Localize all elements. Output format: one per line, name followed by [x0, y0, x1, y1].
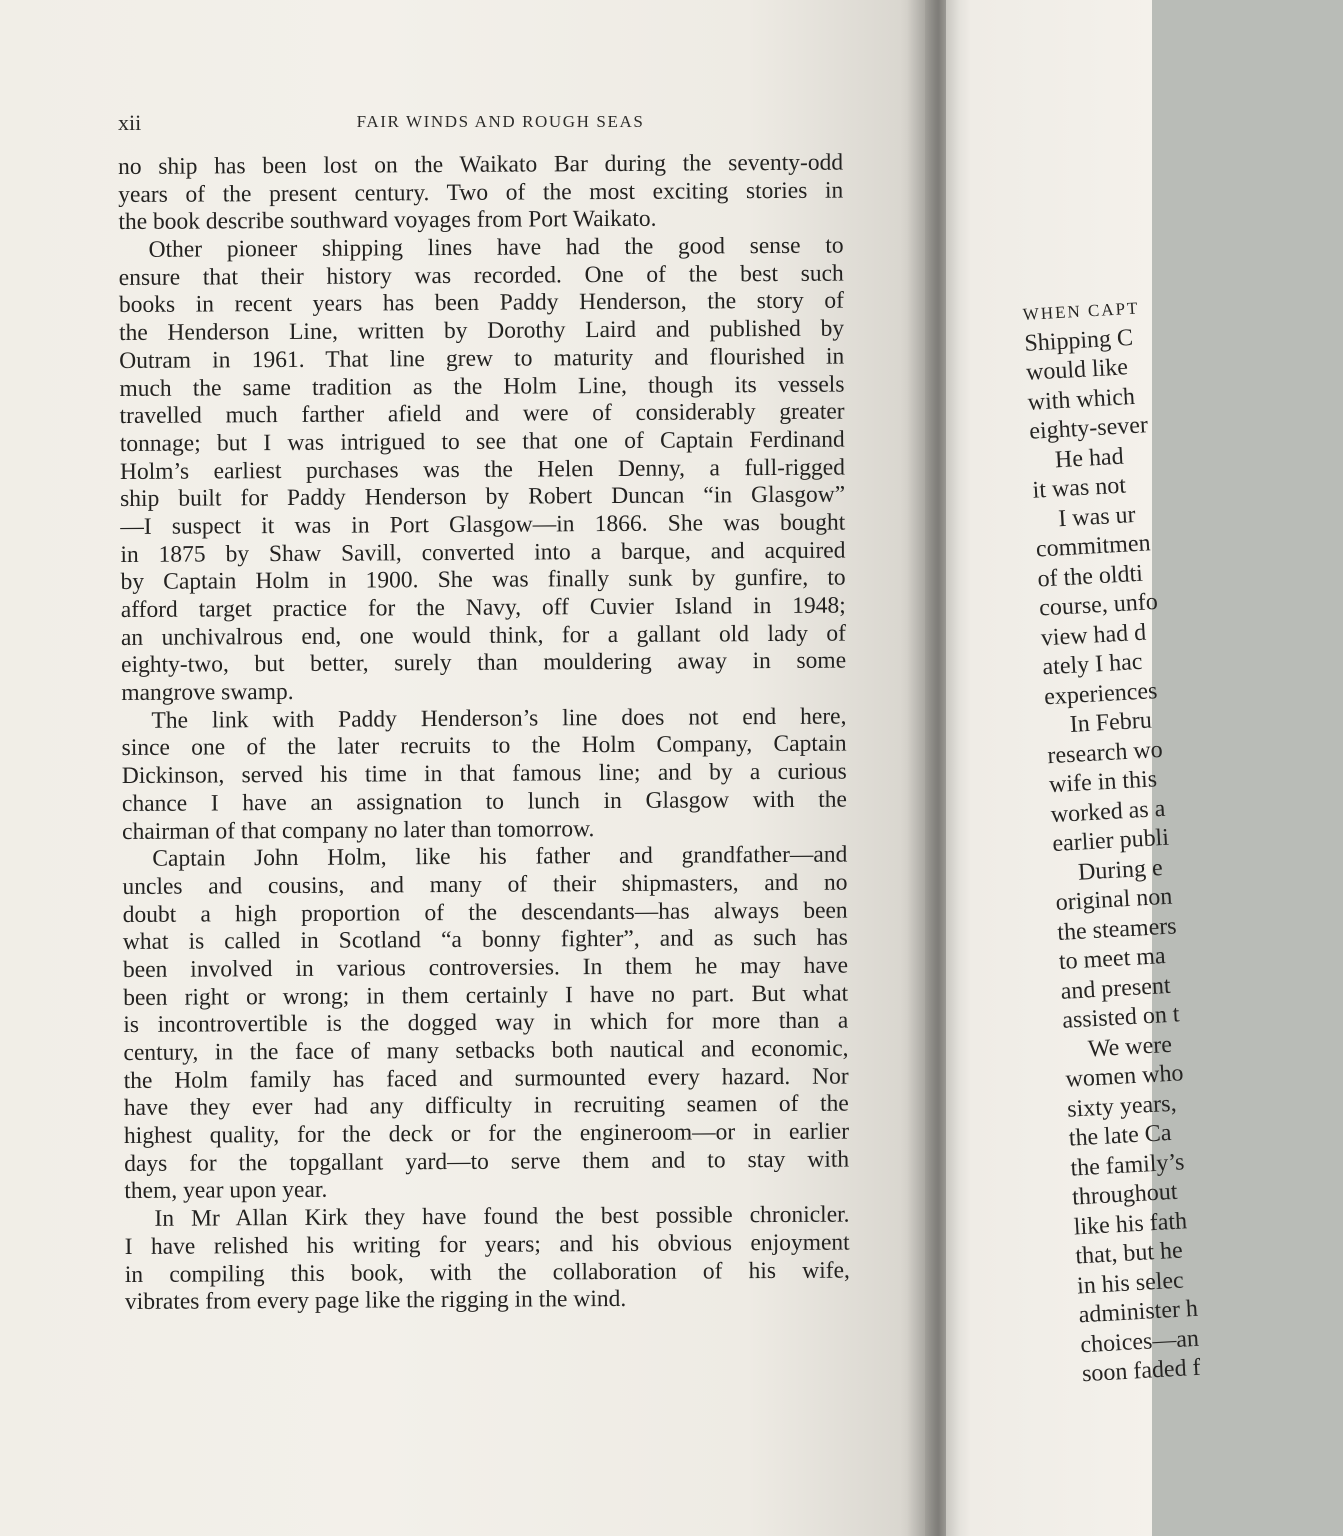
- right-page-line: women who: [1064, 1060, 1185, 1093]
- right-page-line: ately I hac: [1041, 648, 1144, 681]
- right-page-line: I was ur: [1057, 501, 1137, 532]
- text-line: years of the present century. Two of the most exciting stories in: [118, 177, 844, 208]
- right-page-line: choices—an: [1079, 1325, 1200, 1358]
- right-page-line: assisted on t: [1061, 1001, 1181, 1034]
- right-page-line: the late Ca: [1068, 1119, 1173, 1152]
- right-page-line: He had: [1054, 443, 1125, 473]
- right-page-line: experiences: [1043, 677, 1159, 710]
- text-line: the book describe southward voyages from Port Waikato.: [118, 206, 657, 236]
- text-line: Dickinson, served his time in that famous line; and by a curious: [121, 758, 847, 790]
- text-line: highest quality, for the deck or for the engineroom—or in earlier: [123, 1118, 850, 1150]
- text-line: century, in the face of many setbacks both nautical and economic,: [123, 1035, 849, 1066]
- text-line: mangrove swamp.: [121, 679, 294, 707]
- text-line: —I suspect it was in Port Glasgow—in 1866. She was bought: [120, 509, 846, 540]
- right-page-line: commitmen: [1035, 530, 1152, 563]
- text-line: in 1875 by Shaw Savill, converted into a barque, and acquired: [120, 537, 846, 568]
- text-line: much the same tradition as the Holm Line, though its vessels: [119, 371, 845, 402]
- right-page-line: research wo: [1046, 736, 1164, 769]
- right-page-line: WHEN CAPT: [1022, 298, 1140, 324]
- body-text: [118, 150, 850, 1317]
- right-page-line: course, unfo: [1038, 588, 1159, 622]
- right-page-line: with which: [1026, 383, 1136, 416]
- text-line: doubt a high proportion of the descendants—has always been: [122, 897, 848, 928]
- text-line: in compiling this book, with the collaboration of his wife,: [124, 1257, 850, 1288]
- right-page-line: to meet ma: [1058, 943, 1167, 975]
- text-line: In Mr Allan Kirk they have found the best possible chronicler.: [154, 1201, 850, 1232]
- text-line: ensure that their history was recorded. One of the best such: [118, 260, 844, 291]
- text-line: no ship has been lost on the Waikato Bar during the seventy-odd: [118, 149, 844, 180]
- running-head: FAIR WINDS AND ROUGH SEAS: [356, 112, 645, 131]
- text-line: I have relished his writing for years; and his obvious enjoyment: [124, 1229, 850, 1260]
- text-line: eighty-two, but better, surely than mouldering away in some: [121, 647, 847, 679]
- text-line: them, year upon year.: [124, 1177, 328, 1205]
- text-line: by Captain Holm in 1900. She was finally sunk by gunfire, to: [120, 564, 846, 596]
- right-page-line: In Febru: [1069, 707, 1153, 738]
- right-page-line: would like: [1025, 354, 1129, 386]
- right-page-line: During e: [1077, 854, 1164, 886]
- text-line: Holm’s earliest purchases was the Helen Denny, a full-rigged: [119, 454, 846, 485]
- text-line: tonnage; but I was intrigued to see that one of Captain Ferdinand: [119, 426, 845, 457]
- right-page-line: original non: [1054, 883, 1173, 917]
- text-line: days for the topgallant yard—to serve them and to stay with: [124, 1146, 850, 1177]
- right-page-text: [1022, 285, 1343, 1389]
- text-line: travelled much farther afield and were of considerably greater: [119, 398, 845, 430]
- text-line: books in recent years has been Paddy Henderson, the story of: [118, 288, 844, 319]
- text-line: an unchivalrous end, one would think, for a gallant old lady of: [120, 620, 847, 651]
- right-page-line: of the oldti: [1036, 560, 1144, 593]
- text-line: ship built for Paddy Henderson by Robert Duncan “in Glasgow”: [120, 481, 846, 513]
- text-line: Outram in 1961. That line grew to maturity and flourished in: [119, 343, 845, 374]
- text-line: what is called in Scotland “a bonny fighter”, and as such has: [122, 924, 848, 956]
- right-page-line: the family’s: [1069, 1148, 1186, 1182]
- page-header: [118, 110, 843, 140]
- right-page-line: eighty-sever: [1028, 412, 1149, 445]
- right-page-line: that, but he: [1074, 1237, 1184, 1270]
- right-page-line: it was not: [1031, 472, 1127, 504]
- text-line: chance I have an assignation to lunch in Glasgow with the: [121, 786, 848, 817]
- right-page-line: throughout: [1071, 1178, 1179, 1211]
- right-page-line: wife in this: [1048, 766, 1158, 799]
- right-page-line: administer h: [1078, 1295, 1199, 1329]
- right-page-line: in his selec: [1076, 1267, 1185, 1299]
- text-line: been involved in various controversies. In them he may have: [122, 952, 849, 983]
- right-page-line: view had d: [1040, 619, 1147, 651]
- text-line: chairman of that company no later than tomorrow.: [122, 815, 595, 845]
- right-page-line: and present: [1059, 972, 1172, 1005]
- right-page-line: like his fath: [1073, 1207, 1188, 1241]
- right-page-line: soon faded f: [1081, 1354, 1202, 1388]
- text-line: The link with Paddy Henderson’s line does not end here,: [151, 703, 847, 734]
- text-line: have they ever had any difficulty in recruiting seamen of the: [123, 1090, 849, 1122]
- page-number: xii: [118, 110, 142, 135]
- right-page-line: We were: [1087, 1031, 1173, 1062]
- text-line: Captain John Holm, like his father and grandfather—and: [152, 841, 848, 872]
- text-line: uncles and cousins, and many of their shipmasters, and no: [122, 869, 848, 900]
- text-line: afford target practice for the Navy, off Cuvier Island in 1948;: [120, 592, 846, 623]
- text-line: Other pioneer shipping lines have had the good sense to: [148, 232, 844, 263]
- text-line: since one of the later recruits to the Holm Company, Captain: [121, 730, 847, 762]
- text-line: vibrates from every page like the rigging in the wind.: [124, 1286, 627, 1316]
- right-page-line: earlier publi: [1051, 824, 1170, 858]
- text-line: the Holm family has faced and surmounted every hazard. Nor: [123, 1063, 849, 1094]
- right-page: [946, 0, 1202, 1536]
- text-line: is incontrovertible is the dogged way in which for more than a: [123, 1007, 849, 1039]
- text-line: been right or wrong; in them certainly I have no part. But what: [123, 980, 849, 1011]
- right-page-line: the steamers: [1056, 912, 1178, 946]
- right-page-line: worked as a: [1050, 795, 1166, 828]
- text-line: the Henderson Line, written by Dorothy Laird and published by: [119, 315, 845, 347]
- right-page-line: sixty years,: [1066, 1090, 1178, 1123]
- right-page-line: Shipping C: [1023, 324, 1134, 357]
